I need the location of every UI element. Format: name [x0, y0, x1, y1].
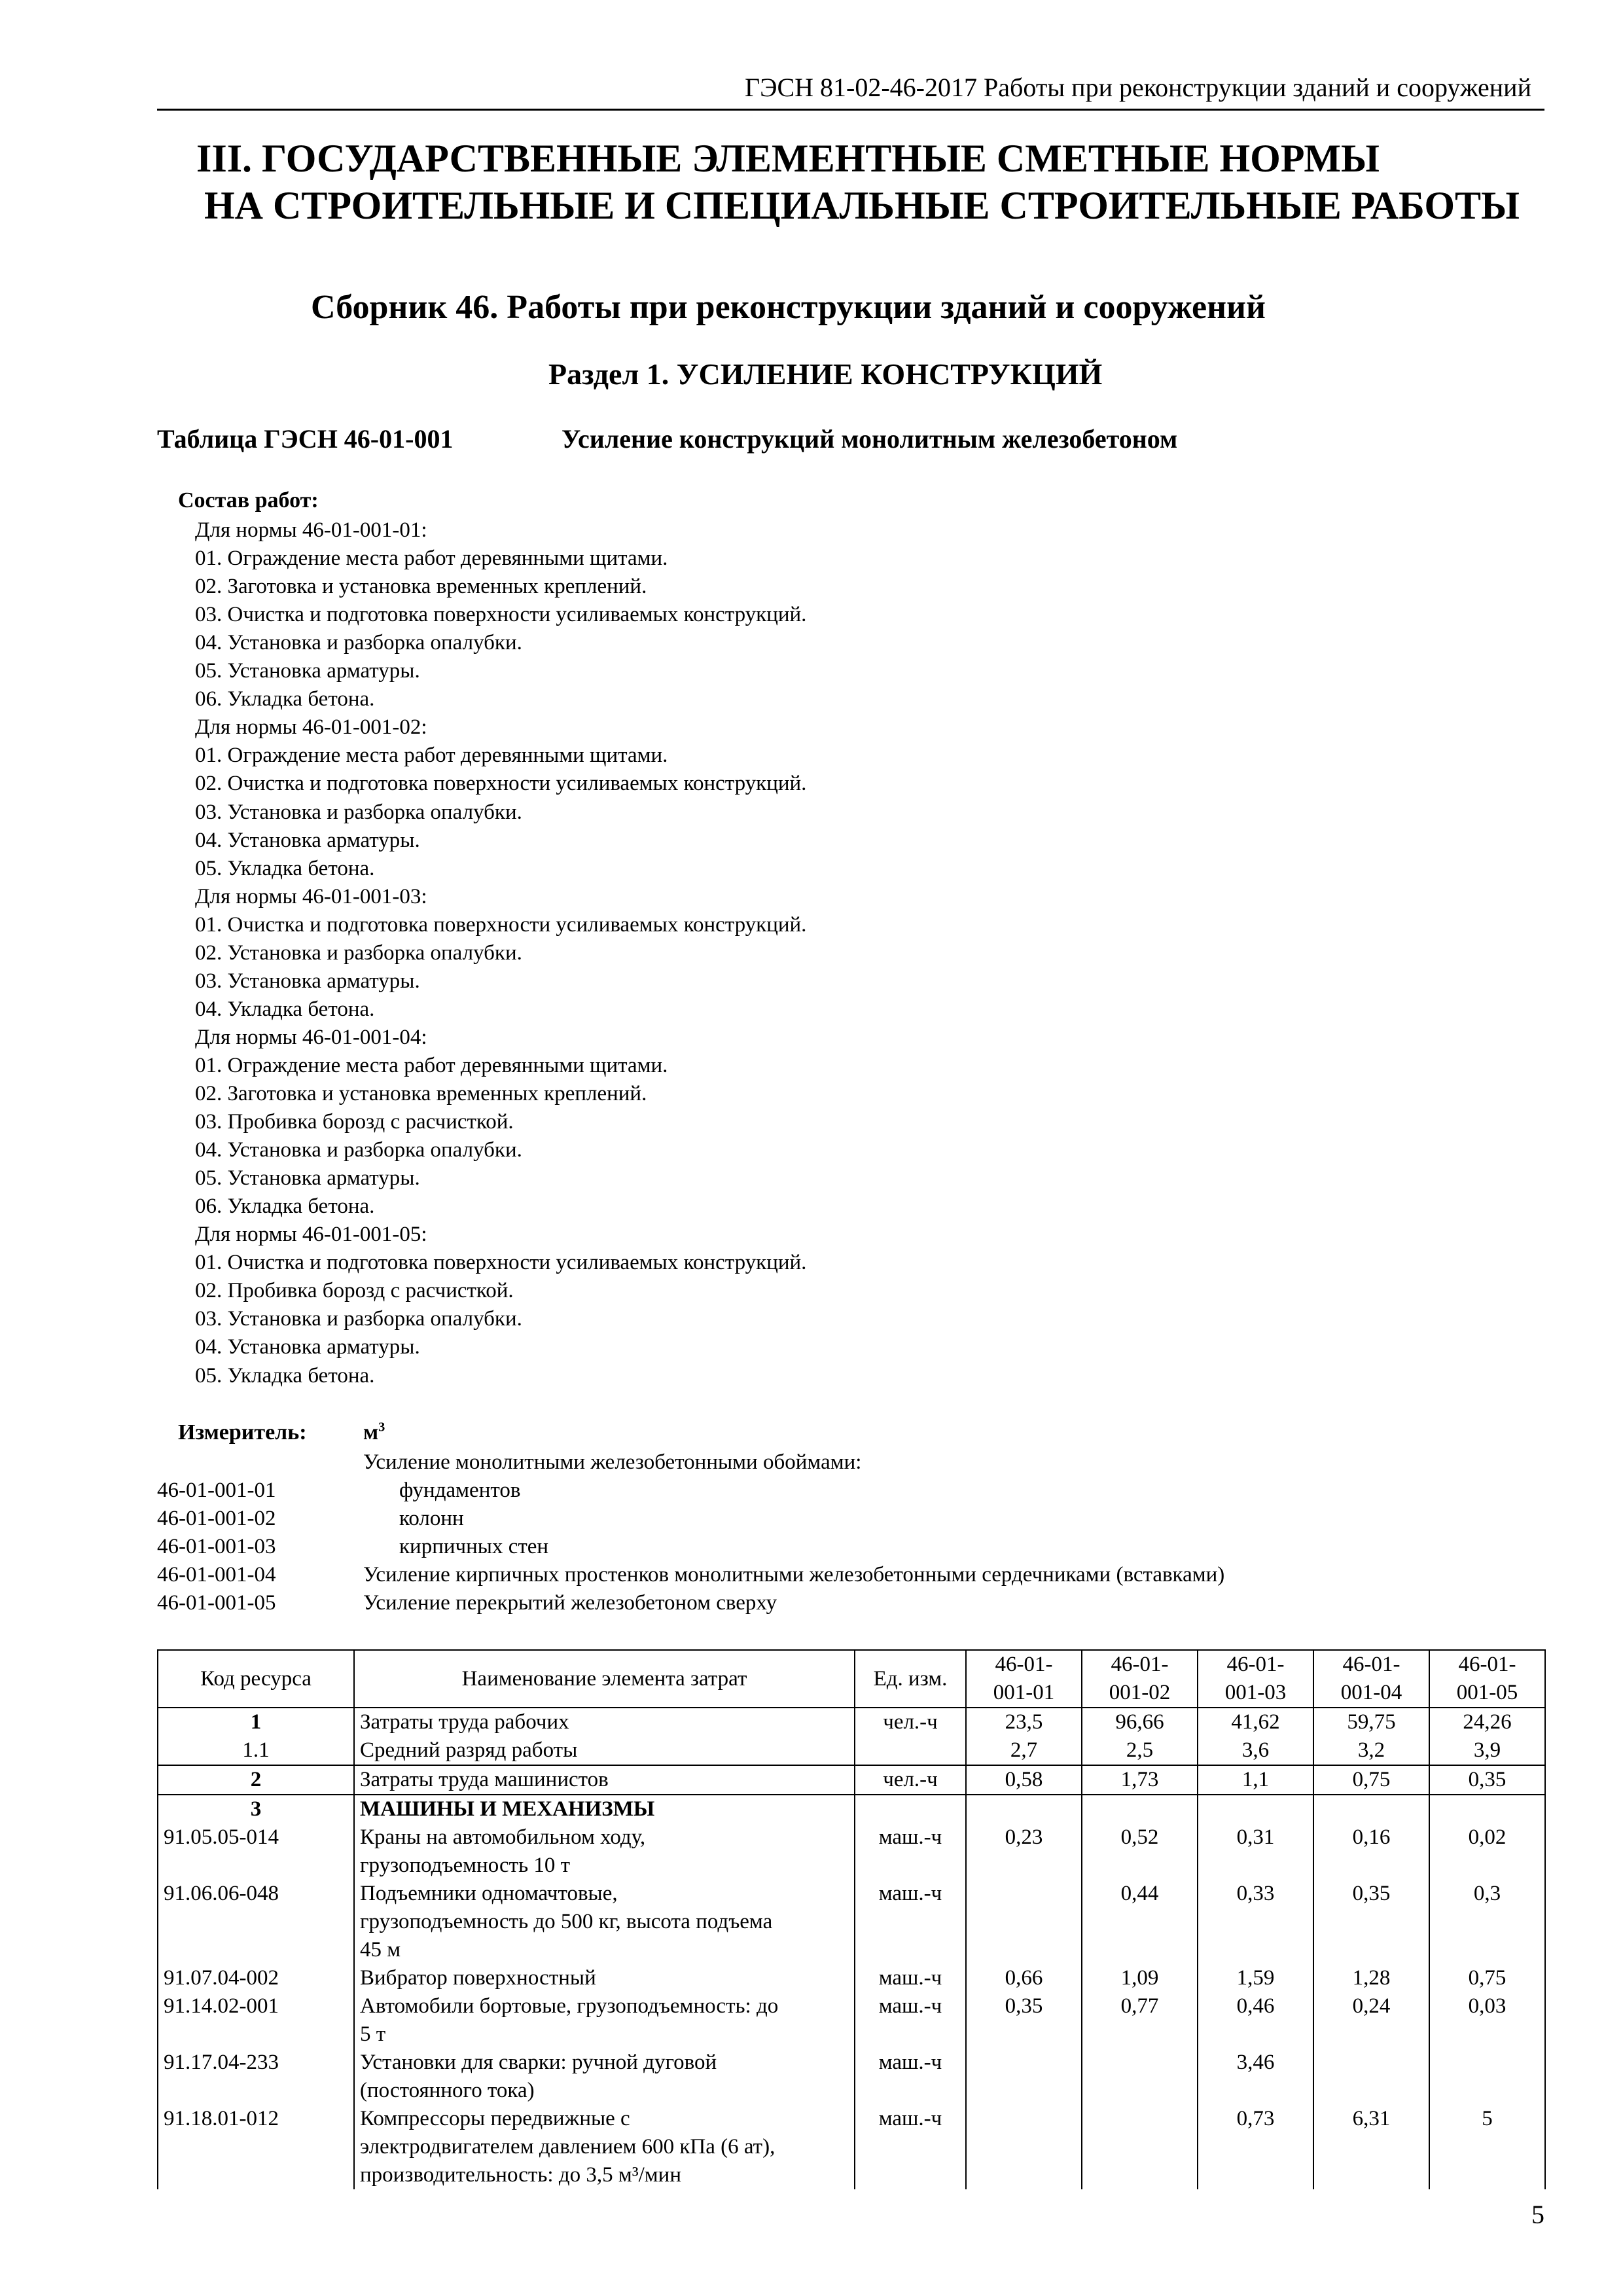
- cell-value: 6,31: [1313, 2105, 1429, 2189]
- cell-value: 0,77: [1082, 1992, 1198, 2049]
- cell-unit: маш.-ч: [855, 2105, 966, 2189]
- cell-value: 0,02: [1429, 1823, 1545, 1880]
- table-row: [158, 1823, 1545, 1880]
- table-code: Таблица ГЭСН 46-01-001: [157, 424, 454, 454]
- composition-line: 06. Укладка бетона.: [195, 687, 375, 711]
- meter-row-code: 46-01-001-01: [157, 1479, 276, 1502]
- composition-line: 03. Установка арматуры.: [195, 969, 420, 993]
- composition-line: 04. Установка и разборка опалубки.: [195, 1138, 522, 1162]
- meter-row-text: кирпичных стен: [399, 1535, 549, 1558]
- cell-value: 3,9: [1429, 1736, 1545, 1765]
- cell-value: 0,33: [1198, 1880, 1313, 1964]
- table-row: [158, 1880, 1545, 1964]
- cell-code: 91.06.06-048: [158, 1880, 354, 1964]
- meter-label: Измеритель:: [178, 1420, 307, 1444]
- composition-line: Для нормы 46-01-001-04:: [195, 1025, 427, 1049]
- composition-line: 03. Установка и разборка опалубки.: [195, 1307, 522, 1331]
- table-row: [158, 1736, 1545, 1765]
- composition-line: 05. Установка арматуры.: [195, 659, 420, 683]
- table-header-row: [158, 1650, 1545, 1708]
- cell-code: 91.14.02-001: [158, 1992, 354, 2049]
- cell-value: 1,59: [1198, 1964, 1313, 1992]
- cell-value: 5: [1429, 2105, 1545, 2189]
- cell-name: Затраты труда рабочих: [354, 1708, 855, 1736]
- header-norm: 46-01- 001-03: [1198, 1650, 1313, 1708]
- table-row: [158, 1992, 1545, 2049]
- cell-value: 0,23: [966, 1823, 1082, 1880]
- cell-value: 0,24: [1313, 1992, 1429, 2049]
- cell-value: [1082, 1795, 1198, 1823]
- collection-title: Сборник 46. Работы при реконструкции зданий и сооружений: [311, 289, 1266, 326]
- composition-line: 02. Пробивка борозд с расчисткой.: [195, 1279, 514, 1303]
- composition-line: 04. Установка арматуры.: [195, 828, 420, 852]
- meter-row-text: Усиление перекрытий железобетоном сверху: [363, 1591, 777, 1615]
- table-row: [158, 2105, 1545, 2189]
- composition-line: 01. Ограждение места работ деревянными щитами.: [195, 744, 668, 768]
- cell-value: 0,46: [1198, 1992, 1313, 2049]
- meter-row-code: 46-01-001-02: [157, 1507, 276, 1530]
- cell-unit: маш.-ч: [855, 1823, 966, 1880]
- composition-label: Состав работ:: [178, 488, 319, 512]
- meter-unit: $м^3$: [363, 1420, 385, 1444]
- composition-line: 01. Очистка и подготовка поверхности усиливаемых конструкций.: [195, 1251, 807, 1275]
- cell-value: 3,6: [1198, 1736, 1313, 1765]
- cell-value: [1429, 1795, 1545, 1823]
- cell-value: [966, 2105, 1082, 2189]
- header-norm: 46-01- 001-02: [1082, 1650, 1198, 1708]
- header-norm: 46-01- 001-01: [966, 1650, 1082, 1708]
- composition-line: 04. Установка арматуры.: [195, 1335, 420, 1359]
- cell-value: 0,75: [1429, 1964, 1545, 1992]
- cell-code: 1: [158, 1708, 354, 1736]
- cell-unit: [855, 1795, 966, 1823]
- resource-table: [157, 1649, 1546, 2189]
- composition-line: 02. Заготовка и установка временных креплений.: [195, 1082, 647, 1105]
- composition-line: 02. Очистка и подготовка поверхности усиливаемых конструкций.: [195, 772, 807, 796]
- main-title-line2: НА СТРОИТЕЛЬНЫЕ И СПЕЦИАЛЬНЫЕ СТРОИТЕЛЬНЫЕ РАБОТЫ: [204, 184, 1520, 227]
- table-row: [158, 1708, 1545, 1736]
- cell-code: 2: [158, 1765, 354, 1795]
- cell-unit: [855, 1736, 966, 1765]
- cell-value: [1082, 2105, 1198, 2189]
- composition-line: 02. Установка и разборка опалубки.: [195, 941, 522, 965]
- cell-value: 1,28: [1313, 1964, 1429, 1992]
- cell-value: 0,35: [1313, 1880, 1429, 1964]
- section-title: Раздел 1. УСИЛЕНИЕ КОНСТРУКЦИЙ: [548, 357, 1103, 391]
- cell-name: Подъемники одномачтовые, грузоподъемность до 500 кг, высота подъема 45 м: [354, 1880, 855, 1964]
- meter-row-text: колонн: [399, 1507, 464, 1530]
- composition-line: 04. Установка и разборка опалубки.: [195, 631, 522, 655]
- cell-value: 1,09: [1082, 1964, 1198, 1992]
- cell-value: 2,5: [1082, 1736, 1198, 1765]
- cell-name: Установки для сварки: ручной дуговой (постоянного тока): [354, 2049, 855, 2105]
- cell-unit: маш.-ч: [855, 1964, 966, 1992]
- cell-value: [966, 2049, 1082, 2105]
- composition-line: 05. Укладка бетона.: [195, 856, 375, 880]
- composition-line: 05. Укладка бетона.: [195, 1363, 375, 1388]
- page-number: 5: [1531, 2200, 1544, 2229]
- cell-value: 0,58: [966, 1765, 1082, 1795]
- cell-value: 0,31: [1198, 1823, 1313, 1880]
- header-norm: 46-01- 001-05: [1429, 1650, 1545, 1708]
- cell-value: [966, 1880, 1082, 1964]
- cell-value: 1,1: [1198, 1765, 1313, 1795]
- cell-name: Затраты труда машинистов: [354, 1765, 855, 1795]
- composition-line: 03. Установка и разборка опалубки.: [195, 800, 522, 824]
- meter-row-text: Усиление кирпичных простенков монолитными железобетонными сердечниками (вставками): [363, 1563, 1225, 1587]
- cell-value: 0,35: [1429, 1765, 1545, 1795]
- cell-code: 91.07.04-002: [158, 1964, 354, 1992]
- header-norm: 46-01- 001-04: [1313, 1650, 1429, 1708]
- cell-value: 0,35: [966, 1992, 1082, 2049]
- cell-value: 0,16: [1313, 1823, 1429, 1880]
- cell-value: 59,75: [1313, 1708, 1429, 1736]
- composition-line: 04. Укладка бетона.: [195, 997, 375, 1021]
- meter-row-code: 46-01-001-03: [157, 1535, 276, 1558]
- cell-code: 91.17.04-233: [158, 2049, 354, 2105]
- composition-line: 06. Укладка бетона.: [195, 1194, 375, 1219]
- cell-value: 0,3: [1429, 1880, 1545, 1964]
- cell-value: 0,03: [1429, 1992, 1545, 2049]
- cell-value: 0,75: [1313, 1765, 1429, 1795]
- cell-value: 1,73: [1082, 1765, 1198, 1795]
- cell-code: 1.1: [158, 1736, 354, 1765]
- cell-value: [1313, 2049, 1429, 2105]
- composition-line: 03. Очистка и подготовка поверхности усиливаемых конструкций.: [195, 603, 807, 627]
- cell-value: 0,52: [1082, 1823, 1198, 1880]
- cell-name: Вибратор поверхностный: [354, 1964, 855, 1992]
- running-header: ГЭСН 81-02-46-2017 Работы при реконструкции зданий и сооружений: [744, 73, 1531, 102]
- composition-line: Для нормы 46-01-001-01:: [195, 518, 427, 542]
- cell-value: 3,46: [1198, 2049, 1313, 2105]
- header-code: Код ресурса: [158, 1650, 354, 1708]
- cell-unit: чел.-ч: [855, 1765, 966, 1795]
- cell-unit: маш.-ч: [855, 2049, 966, 2105]
- table-title: Усиление конструкций монолитным железобетоном: [562, 424, 1178, 454]
- cell-value: [1313, 1795, 1429, 1823]
- cell-name: Автомобили бортовые, грузоподъемность: до 5 т: [354, 1992, 855, 2049]
- cell-name: МАШИНЫ И МЕХАНИЗМЫ: [354, 1795, 855, 1823]
- cell-name: Средний разряд работы: [354, 1736, 855, 1765]
- cell-name: Компрессоры передвижные с электродвигателем давлением 600 кПа (6 ат), производительность: до 3,5 м³/мин: [354, 2105, 855, 2189]
- cell-value: [966, 1795, 1082, 1823]
- cell-code: 91.05.05-014: [158, 1823, 354, 1880]
- cell-value: 3,2: [1313, 1736, 1429, 1765]
- header-rule: [157, 109, 1544, 111]
- meter-row-text: фундаментов: [399, 1479, 521, 1502]
- composition-line: 02. Заготовка и установка временных креплений.: [195, 575, 647, 599]
- meter-row-code: 46-01-001-04: [157, 1563, 276, 1587]
- table-row: [158, 2049, 1545, 2105]
- cell-code: 91.18.01-012: [158, 2105, 354, 2189]
- table-row: [158, 1765, 1545, 1795]
- cell-value: 24,26: [1429, 1708, 1545, 1736]
- cell-value: 0,66: [966, 1964, 1082, 1992]
- meter-group-title: Усиление монолитными железобетонными обоймами:: [363, 1450, 862, 1474]
- cell-name: Краны на автомобильном ходу, грузоподъемность 10 т: [354, 1823, 855, 1880]
- cell-unit: чел.-ч: [855, 1708, 966, 1736]
- composition-line: 01. Очистка и подготовка поверхности усиливаемых конструкций.: [195, 912, 807, 937]
- cell-value: [1198, 1795, 1313, 1823]
- composition-line: Для нормы 46-01-001-05:: [195, 1223, 427, 1247]
- cell-value: 96,66: [1082, 1708, 1198, 1736]
- cell-value: [1429, 2049, 1545, 2105]
- table-row: [158, 1964, 1545, 1992]
- cell-unit: маш.-ч: [855, 1880, 966, 1964]
- meter-row-code: 46-01-001-05: [157, 1591, 276, 1615]
- table-row: [158, 1795, 1545, 1823]
- cell-value: 0,73: [1198, 2105, 1313, 2189]
- composition-line: 01. Ограждение места работ деревянными щитами.: [195, 547, 668, 571]
- composition-line: Для нормы 46-01-001-03:: [195, 884, 427, 908]
- composition-line: 03. Пробивка борозд с расчисткой.: [195, 1110, 514, 1134]
- header-unit: Ед. изм.: [855, 1650, 966, 1708]
- cell-unit: маш.-ч: [855, 1992, 966, 2049]
- cell-value: [1082, 2049, 1198, 2105]
- cell-value: 0,44: [1082, 1880, 1198, 1964]
- cell-value: 41,62: [1198, 1708, 1313, 1736]
- header-name: Наименование элемента затрат: [354, 1650, 855, 1708]
- composition-line: 05. Установка арматуры.: [195, 1166, 420, 1191]
- cell-value: 2,7: [966, 1736, 1082, 1765]
- cell-code: 3: [158, 1795, 354, 1823]
- main-title-line1: III. ГОСУДАРСТВЕННЫЕ ЭЛЕМЕНТНЫЕ СМЕТНЫЕ НОРМЫ: [196, 137, 1380, 180]
- cell-value: 23,5: [966, 1708, 1082, 1736]
- composition-line: 01. Ограждение места работ деревянными щитами.: [195, 1053, 668, 1077]
- composition-line: Для нормы 46-01-001-02:: [195, 715, 427, 740]
